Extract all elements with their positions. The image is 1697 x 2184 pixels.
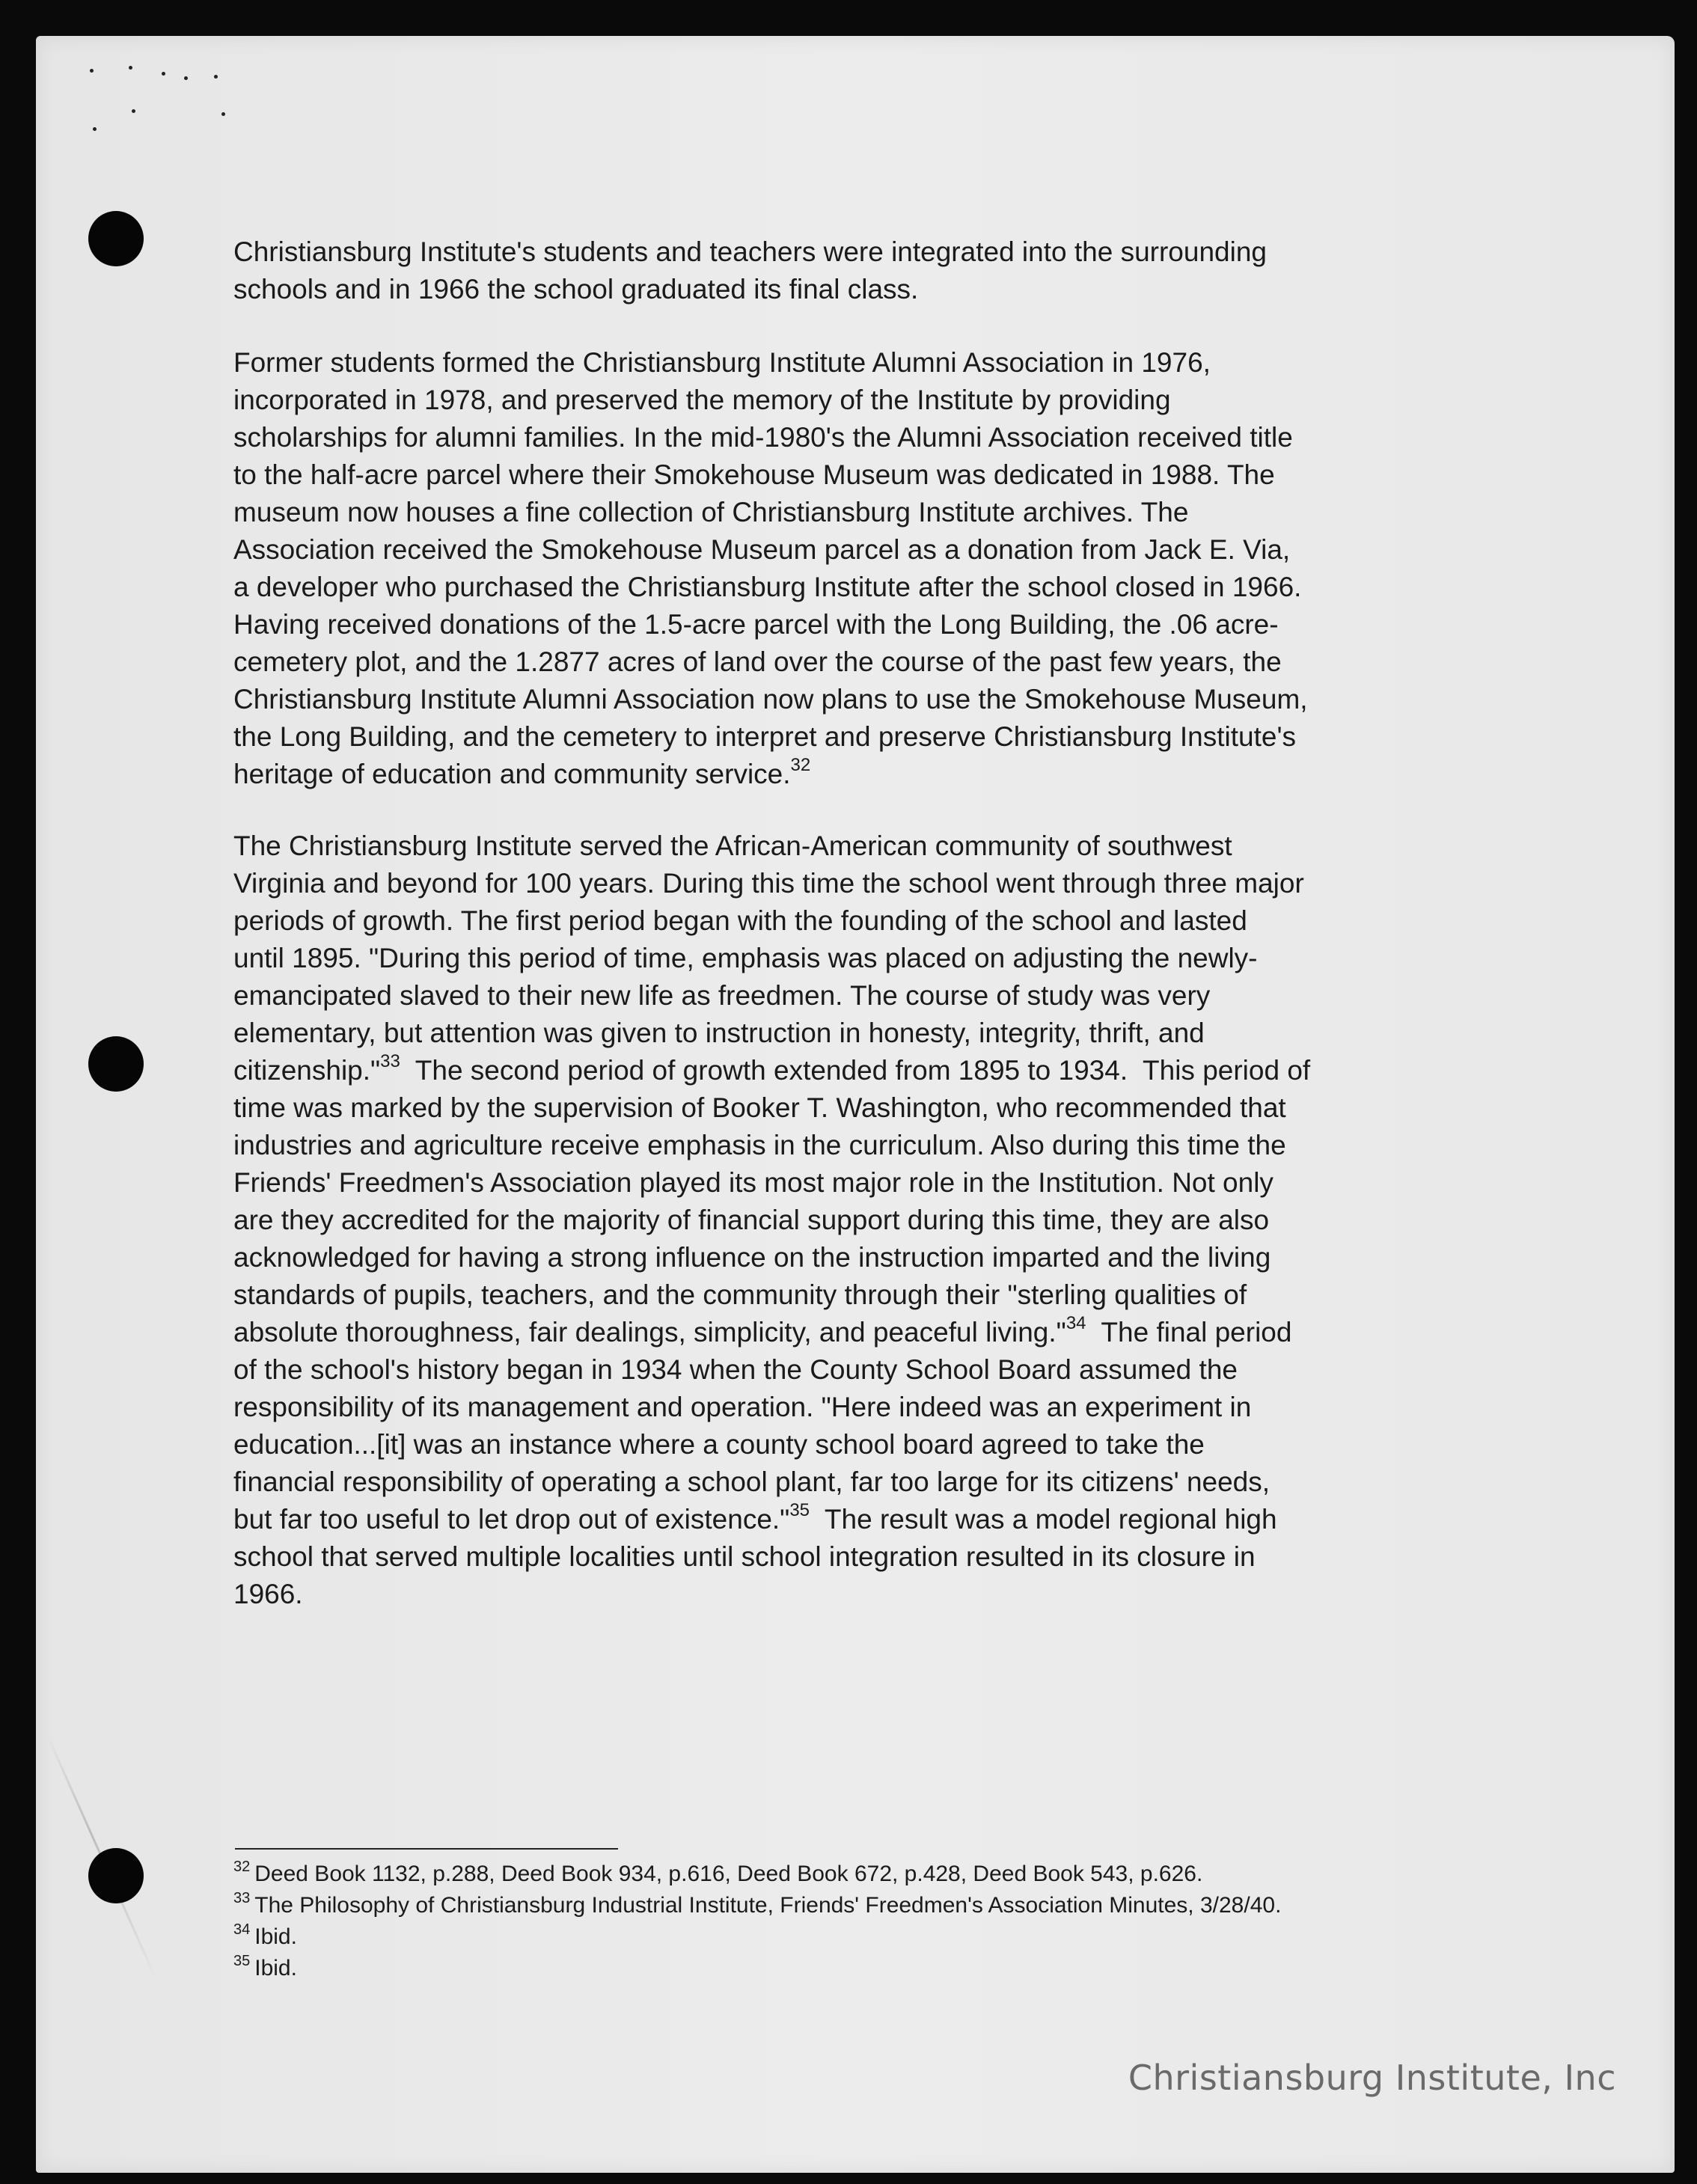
footnote-ref: 33 xyxy=(380,1050,400,1071)
paper-speck xyxy=(93,127,97,131)
text-segment: heritage of education and community service. xyxy=(233,759,791,789)
text-segment: The second period of growth extended from 1895 to 1934. This period of xyxy=(400,1055,1311,1086)
paper-speck xyxy=(184,76,188,80)
text-line xyxy=(233,1314,1505,1351)
paper-speck xyxy=(132,109,135,113)
text-line: Having received donations of the 1.5-acre parcel with the Long Building, the .06 acre- xyxy=(233,609,1279,640)
paragraph-integration xyxy=(233,233,1505,308)
text-line: a developer who purchased the Christiansburg Institute after the school closed in 1966. xyxy=(233,572,1302,602)
text-line: to the half-acre parcel where their Smokehouse Museum was dedicated in 1988. The xyxy=(233,459,1275,490)
text-line xyxy=(233,756,1505,793)
text-line: elementary, but attention was given to instruction in honesty, integrity, thrift, and xyxy=(233,1018,1205,1048)
footnote-number: 32 xyxy=(233,1859,251,1875)
footnote xyxy=(233,1953,1281,1984)
footnote xyxy=(233,1890,1281,1921)
text-line: schools and in 1966 the school graduated its final class. xyxy=(233,274,919,305)
paper-speck xyxy=(214,75,218,79)
footnote xyxy=(233,1921,1281,1953)
text-line xyxy=(233,1501,1505,1538)
text-segment: absolute thoroughness, fair dealings, simplicity, and peaceful living." xyxy=(233,1317,1066,1348)
text-line: Friends' Freedmen's Association played its most major role in the Institution. Not only xyxy=(233,1167,1273,1198)
text-line: responsibility of its management and operation. "Here indeed was an experiment in xyxy=(233,1392,1252,1422)
text-line: museum now houses a fine collection of Christiansburg Institute archives. The xyxy=(233,497,1189,527)
text-line: time was marked by the supervision of Booker T. Washington, who recommended that xyxy=(233,1092,1286,1123)
paragraph-history xyxy=(233,828,1505,1613)
punch-hole xyxy=(88,211,144,266)
text-line: until 1895. "During this period of time, emphasis was placed on adjusting the newly- xyxy=(233,943,1258,973)
text-line: of the school's history began in 1934 when the County School Board assumed the xyxy=(233,1354,1238,1385)
text-line: incorporated in 1978, and preserved the memory of the Institute by providing xyxy=(233,385,1171,415)
text-line: Virginia and beyond for 100 years. During this time the school went through three major xyxy=(233,868,1304,899)
text-line: Christiansburg Institute's students and teachers were integrated into the surrounding xyxy=(233,236,1267,267)
text-segment: but far too useful to let drop out of existence." xyxy=(233,1504,790,1535)
paper-speck xyxy=(129,66,132,70)
text-line: 1966. xyxy=(233,1579,303,1609)
text-line: standards of pupils, teachers, and the community through their "sterling qualities of xyxy=(233,1279,1247,1310)
footnote-text: Ibid. xyxy=(254,1956,297,1980)
footnote-text: Ibid. xyxy=(254,1924,297,1949)
text-line: Christiansburg Institute Alumni Association now plans to use the Smokehouse Museum, xyxy=(233,684,1308,715)
text-line: acknowledged for having a strong influence on the instruction imparted and the living xyxy=(233,1242,1271,1273)
footnote-text: Deed Book 1132, p.288, Deed Book 934, p.616, Deed Book 672, p.428, Deed Book 543, p.626. xyxy=(254,1862,1203,1886)
text-line: school that served multiple localities until school integration resulted in its closure in xyxy=(233,1541,1256,1572)
footnote-number: 35 xyxy=(233,1953,251,1969)
text-line: education...[it] was an instance where a county school board agreed to take the xyxy=(233,1429,1205,1460)
text-line: the Long Building, and the cemetery to interpret and preserve Christiansburg Institute's xyxy=(233,721,1297,752)
footnote-divider xyxy=(235,1848,618,1850)
text-line: Association received the Smokehouse Museum parcel as a donation from Jack E. Via, xyxy=(233,534,1291,565)
text-line: Former students formed the Christiansburg Institute Alumni Association in 1976, xyxy=(233,347,1211,378)
text-line: emancipated slaved to their new life as freedmen. The course of study was very xyxy=(233,980,1211,1011)
text-segment: The result was a model regional high xyxy=(810,1504,1277,1535)
text-line: cemetery plot, and the 1.2877 acres of land over the course of the past few years, the xyxy=(233,646,1282,677)
text-line xyxy=(233,1052,1505,1089)
footnote-ref: 32 xyxy=(790,754,811,775)
punch-hole xyxy=(88,1036,144,1092)
footnote-ref: 34 xyxy=(1065,1312,1086,1333)
text-line: scholarships for alumni families. In the mid-1980's the Alumni Association received title xyxy=(233,422,1293,453)
text-segment: The final period xyxy=(1086,1317,1292,1348)
footnote-number: 33 xyxy=(233,1890,251,1906)
paper-speck xyxy=(221,112,225,116)
watermark: Christiansburg Institute, Inc xyxy=(1128,2058,1616,2098)
paragraph-alumni-association xyxy=(233,344,1505,793)
punch-hole xyxy=(88,1848,144,1903)
footnotes xyxy=(233,1859,1281,1984)
footnote-text: The Philosophy of Christiansburg Industrial Institute, Friends' Freedmen's Association Minutes, 3/28/40. xyxy=(254,1893,1282,1918)
footnote-number: 34 xyxy=(233,1921,251,1938)
paper-speck xyxy=(162,72,165,76)
paper-speck xyxy=(90,69,94,73)
text-line: are they accredited for the majority of financial support during this time, they are also xyxy=(233,1205,1270,1235)
text-segment: citizenship." xyxy=(233,1055,381,1086)
footnote xyxy=(233,1859,1281,1890)
text-line: industries and agriculture receive emphasis in the curriculum. Also during this time the xyxy=(233,1130,1286,1160)
footnote-ref: 35 xyxy=(789,1499,810,1520)
text-line: periods of growth. The first period began with the founding of the school and lasted xyxy=(233,905,1247,936)
text-line: The Christiansburg Institute served the African-American community of southwest xyxy=(233,831,1232,861)
text-line: financial responsibility of operating a school plant, far too large for its citizens' needs, xyxy=(233,1466,1271,1497)
